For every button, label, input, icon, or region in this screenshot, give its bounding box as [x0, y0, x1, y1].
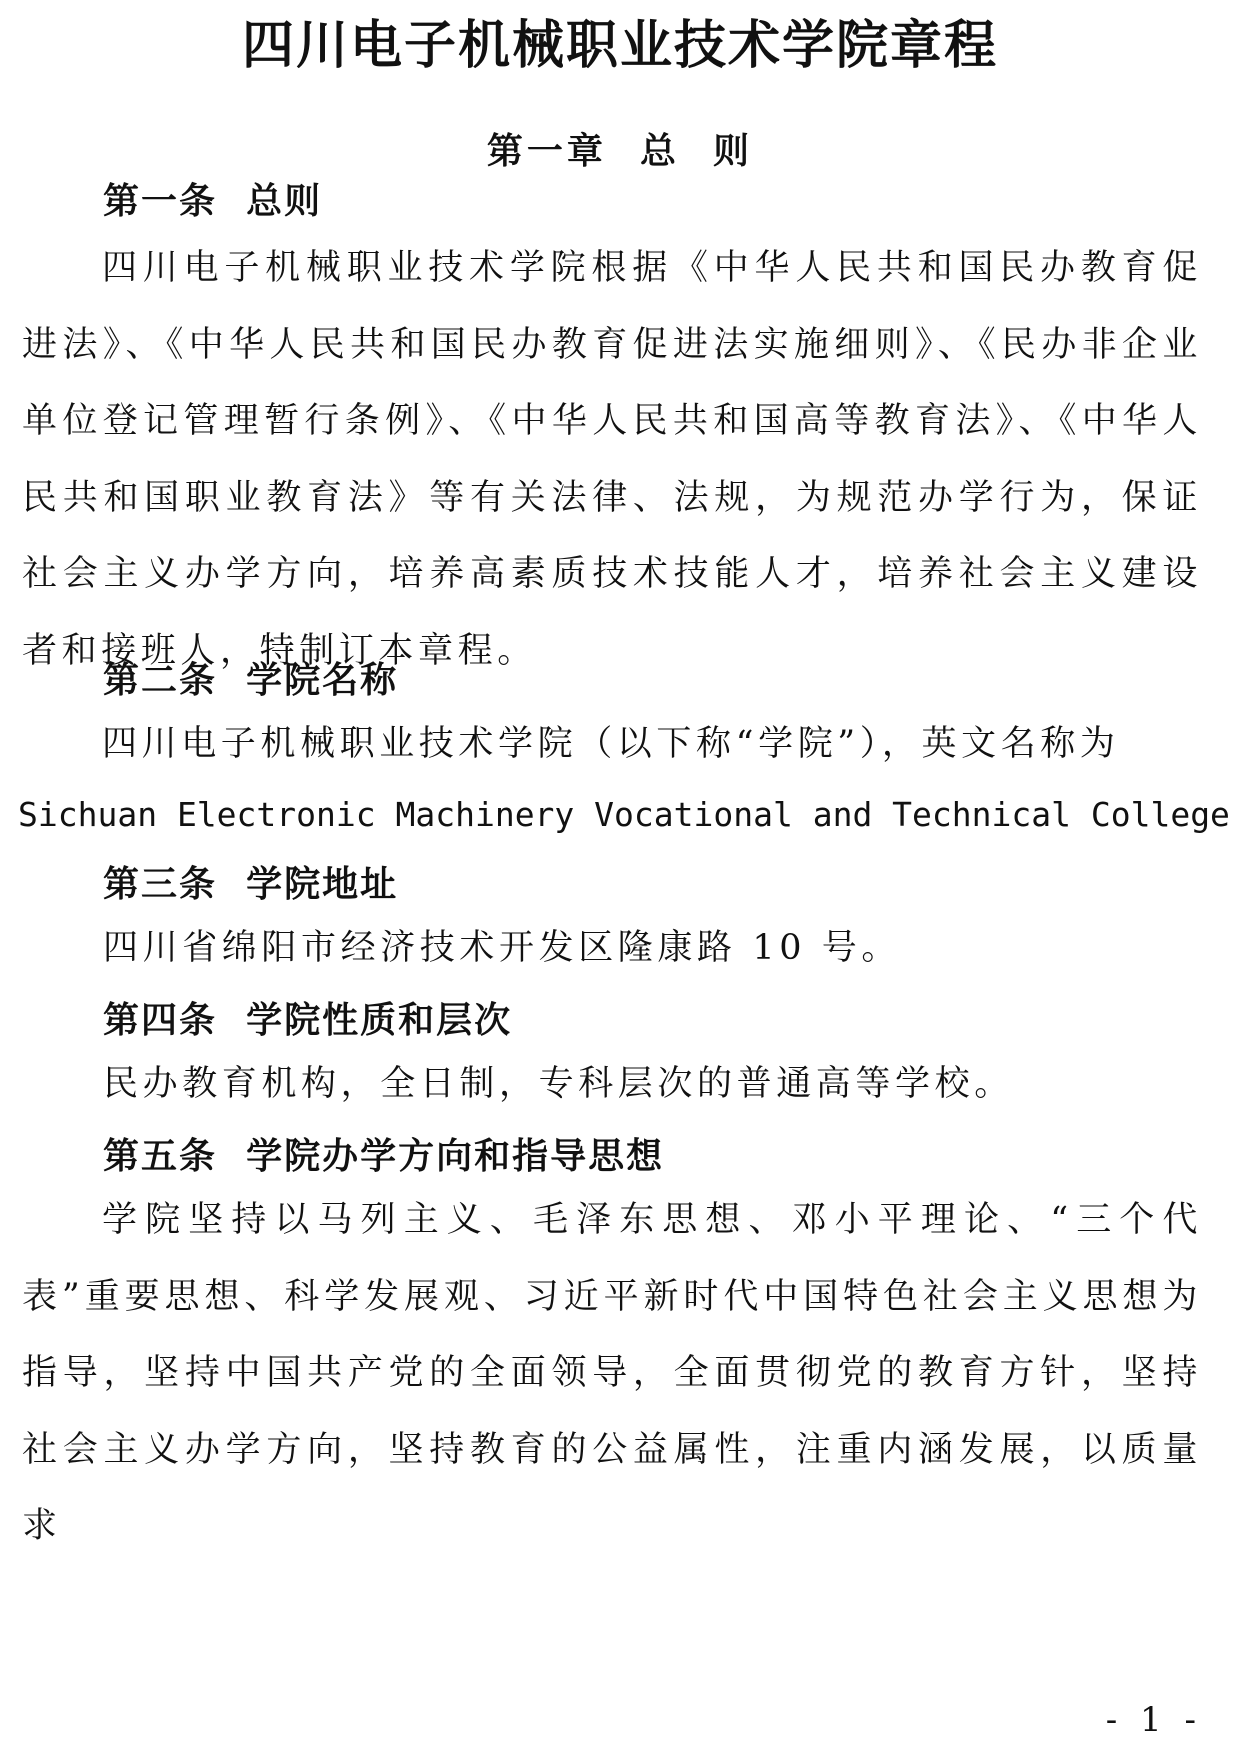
article-2-paragraph: 四川电子机械职业技术学院（以下称“学院”），英文名称为 — [102, 724, 1120, 764]
article-1-paragraph: 四川电子机械职业技术学院根据《中华人民共和国民办教育促进法》、《中华人民共和国民办教育促进法实施细则》、《民办非企业单位登记管理暂行条例》、《中华人民共和国高等教育法》、《中华人民共和国职业教育法》等有关法律、法规，为规范办学行为，保证社会主义办学方向，培养高素质技术技能人才，培养社会主义建设者和接班人，特制订本章程。 — [22, 248, 1202, 671]
document-title: 四川电子机械职业技术学院章程 — [241, 16, 998, 76]
article-5-heading: 第五条 学院办学方向和指导思想 — [103, 1136, 665, 1177]
article-2-heading: 第二条 学院名称 — [103, 660, 399, 701]
article-5-paragraph: 学院坚持以马列主义、毛泽东思想、邓小平理论、“三个代表”重要思想、科学发展观、习近平新时代中国特色社会主义思想为指导，坚持中国共产党的全面领导，全面贯彻党的教育方针，坚持社会主义办学方向，坚持教育的公益属性，注重内涵发展，以质量求 — [22, 1200, 1202, 1546]
article-2-english-name: Sichuan Electronic Machinery Vocational and Technical College — [18, 795, 1230, 834]
article-4-heading: 第四条 学院性质和层次 — [103, 1000, 513, 1041]
article-1-heading: 第一条 总则 — [103, 181, 323, 222]
chapter-title: 第一章 总 则 — [486, 131, 754, 172]
article-3-paragraph: 四川省绵阳市经济技术开发区隆康路 10 号。 — [103, 928, 901, 968]
article-4-paragraph: 民办教育机构，全日制，专科层次的普通高等学校。 — [103, 1064, 1014, 1104]
page-number: - 1 - — [1105, 1700, 1202, 1740]
article-3-heading: 第三条 学院地址 — [103, 864, 399, 905]
